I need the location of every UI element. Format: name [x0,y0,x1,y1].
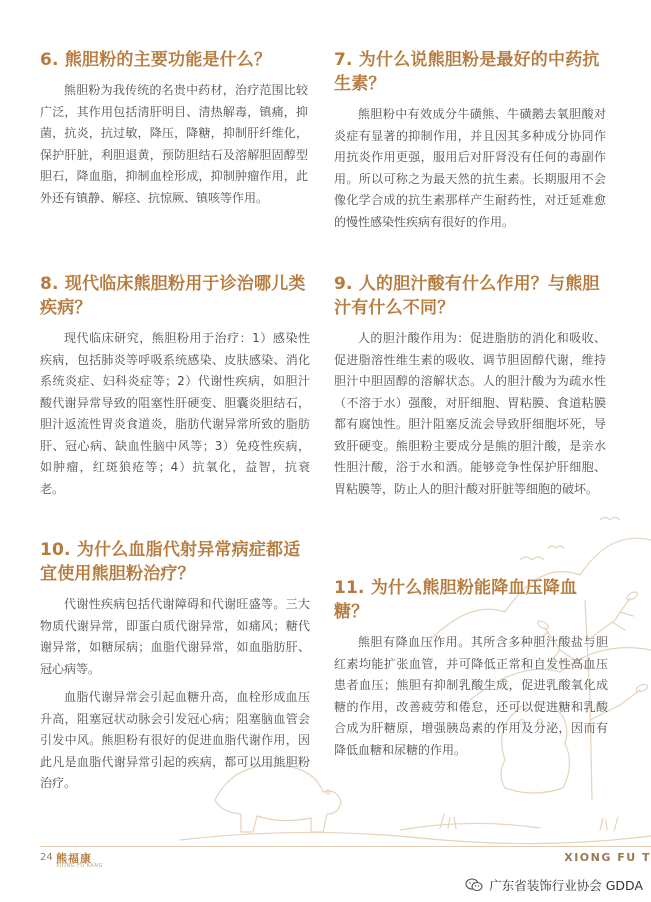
section-8-paragraph: 现代临床研究，熊胆粉用于治疗：1）感染性疾病，包括肺炎等呼吸系统感染、皮肤感染、消化系统炎症、妇科炎症等；2）代谢性疾病，如胆汁酸代谢异常导致的阻塞性肝硬变、胆囊炎胆结石，胆汁返流性胃炎食道炎，脂肪代谢异常所致的脂肪肝、冠心病、缺血性脑中风等；3）免疫性疾病，如肿瘤，红斑狼疮等；4）抗氧化，益智，抗衰老。 [40,331,310,496]
page-number: 24 [40,852,53,863]
watermark [465,876,643,894]
section-10 [40,538,310,795]
section-11-title: 11. 为什么熊胆粉能降血压降血糖？ [334,578,578,622]
section-11-paragraph: 熊胆有降血压作用。其所含多种胆汁酸盐与胆红素均能扩张血管，并可降低正常和自发性高血压患者血压；熊胆有抑制乳酸生成，促进乳酸氧化成糖的作用，改善疲劳和倦怠，还可以促进糖和乳酸合成为肝糖原，增强胰岛素的作用及分泌，因而有降低血糖和尿糖的作用。 [334,635,608,757]
section-10-paragraph-2: 血脂代谢异常会引起血糖升高，血栓形成血压升高，阻塞冠状动脉会引发冠心病；阻塞脑血管会引发中风。熊胆粉有很好的促进血脂代谢作用，因此凡是血脂代谢异常引起的疾病，都可以用熊胆粉治疗。 [40,690,310,790]
wechat-icon [465,878,483,892]
section-9 [334,272,606,500]
brand-logo: 熊福康 [56,852,92,865]
brand-name-english: XIONG FU T [564,851,651,864]
section-8-title: 8. 现代临床熊胆粉用于诊治哪儿类疾病？ [40,274,306,318]
section-7-title: 7. 为什么说熊胆粉是最好的中药抗生素？ [334,50,600,94]
section-7-paragraph: 熊胆粉中有效成分牛磺熊、牛磺鹅去氧胆酸对炎症有显著的抑制作用，并且因其多种成分协同作用抗炎作用更强，服用后对肝肾没有任何的毒副作用。所以可称之为最天然的抗生素。长期服用不会像化学合成的抗生素那样产生耐药性，对迁延难愈的慢性感染性疾病有很好的作用。 [334,107,606,229]
section-8 [40,272,310,500]
section-10-paragraph-1: 代谢性疾病包括代谢障碍和代谢旺盛等。三大物质代谢异常，即蛋白质代谢异常，如痛风；糖代谢异常，如糖尿病；血脂代谢异常，如血脂肪肝、冠心病等。 [40,597,310,676]
section-7 [334,48,606,233]
section-6 [40,48,308,209]
brand-logo-subtitle: XIONG FU KANG [56,863,103,869]
section-11 [334,576,608,761]
footer-divider [40,846,651,847]
watermark-text: 广东省装饰行业协会 GDDA [489,878,643,893]
section-9-title: 9. 人的胆汁酸有什么作用？与熊胆汁有什么不同？ [334,274,600,318]
section-6-paragraph: 熊胆粉为我传统的名贵中药材，治疗范围比较广泛，其作用包括清肝明目、清热解毒，镇痛，抑菌，抗炎，抗过敏，降压，降糖，抑制肝纤维化，保护肝脏，利胆退黄，预防胆结石及溶解胆固醇型胆石，降血脂，抑制血栓形成，抑制肿瘤作用，此外还有镇静、解痉、抗惊厥、镇咳等作用。 [40,83,308,205]
section-6-title: 6. 熊胆粉的主要功能是什么？ [40,50,272,70]
section-9-paragraph: 人的胆汁酸作用为：促进脂肪的消化和吸收、促进脂溶性维生素的吸收、调节胆固醇代谢，维持胆汁中胆固醇的溶解状态。人的胆汁酸为为疏水性（不溶于水）强酸，对肝细胞、胃粘膜、食道粘膜都有腐蚀性。胆汁阻塞反流会导致肝细胞坏死，导致肝硬变。熊胆粉主要成分是熊的胆汁酸，是亲水性胆汁酸，浴于水和酒。能够竞争性保护肝细胞、胃粘膜等，防止人的胆汁酸对肝脏等细胞的破坏。 [334,331,606,496]
section-10-title: 10. 为什么血脂代射异常病症都适宜使用熊胆粉治疗？ [40,540,301,584]
